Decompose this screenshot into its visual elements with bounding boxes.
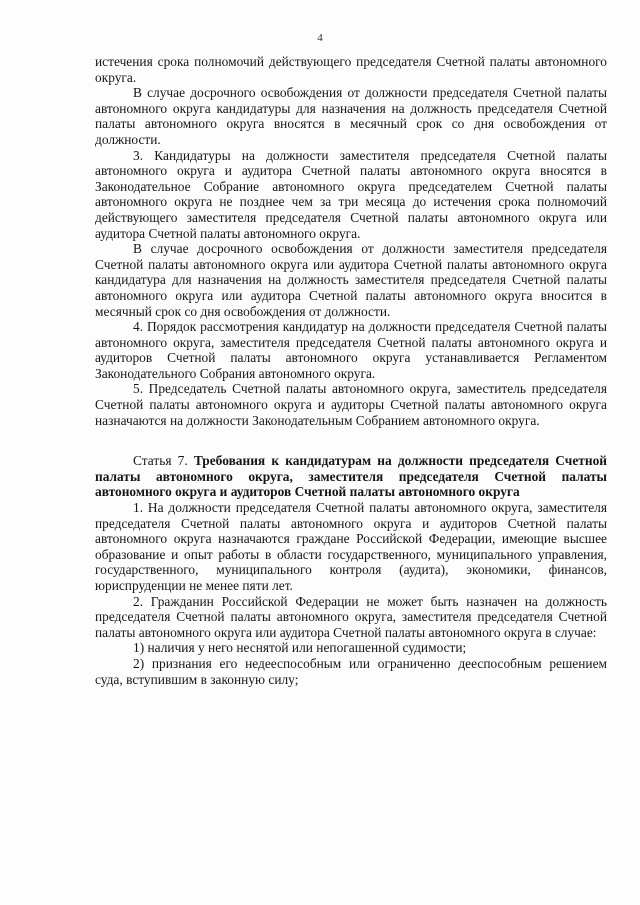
list-item: 2) признания его недееспособным или ограниченно дееспособным решением суда, вступившим в законную силу; <box>95 655 607 687</box>
paragraph: 4. Порядок рассмотрения кандидатур на должности председателя Счетной палаты автономного округа, заместителя председателя Счетной палаты автономного округа и аудиторов Счетной палаты автономного округа устанавливается Регламентом Законодательного Собрания автономного округа. <box>95 319 607 381</box>
paragraph: 2. Гражданин Российской Федерации не может быть назначен на должность председателя Счетной палаты автономного округа, заместителя председателя Счетной палаты автономного округа или аудитора Счетной палаты автономного округа в случае: <box>95 593 607 640</box>
paragraph: 3. Кандидатуры на должности заместителя председателя Счетной палаты автономного округа и аудитора Счетной палаты автономного округа вносятся в Законодательное Собрание автономного округа председателем Счетной палаты автономного округа не позднее чем за три месяца до истечения срока полномочий действующего заместителя председателя Счетной палаты автономного округа или аудитора Счетной палаты автономного округа. <box>95 147 607 241</box>
article-heading <box>95 453 607 500</box>
article-title: Требования к кандидатурам на должности председателя Счетной палаты автономного округа, заместителя председателя Счетной палаты автономного округа и аудиторов Счетной палаты автономного округа <box>95 453 607 500</box>
paragraph: 5. Председатель Счетной палаты автономного округа, заместитель председателя Счетной палаты автономного округа и аудиторы Счетной палаты автономного округа назначаются на должности Законодательным Собранием автономного округа. <box>95 381 607 428</box>
document-body <box>95 54 607 687</box>
paragraph: В случае досрочного освобождения от должности заместителя председателя Счетной палаты автономного округа или аудитора Счетной палаты автономного округа кандидатура для назначения на должность заместителя председателя Счетной палаты автономного округа или аудитора Счетной палаты автономного округа вносится в месячный срок со дня освобождения от должности. <box>95 241 607 319</box>
article-number: Статья 7. <box>133 453 188 469</box>
list-item: 1) наличия у него неснятой или непогашенной судимости; <box>133 640 467 656</box>
paragraph: В случае досрочного освобождения от должности председателя Счетной палаты автономного округа кандидатуры для назначения на должность председателя Счетной палаты автономного округа вносятся в месячный срок со дня освобождения от должности. <box>95 85 607 147</box>
page-number: 4 <box>317 32 323 44</box>
paragraph-continuation: истечения срока полномочий действующего председателя Счетной палаты автономного округа. <box>95 54 607 85</box>
paragraph: 1. На должности председателя Счетной палаты автономного округа, заместителя председателя Счетной палаты автономного округа и аудиторов Счетной палаты автономного округа назначаются граждане Российской Федерации, имеющие высшее образование и опыт работы в области государственного, муниципального управления, государственного, муниципального контроля (аудита), экономики, финансов, юриспруденции не менее пяти лет. <box>95 500 607 593</box>
